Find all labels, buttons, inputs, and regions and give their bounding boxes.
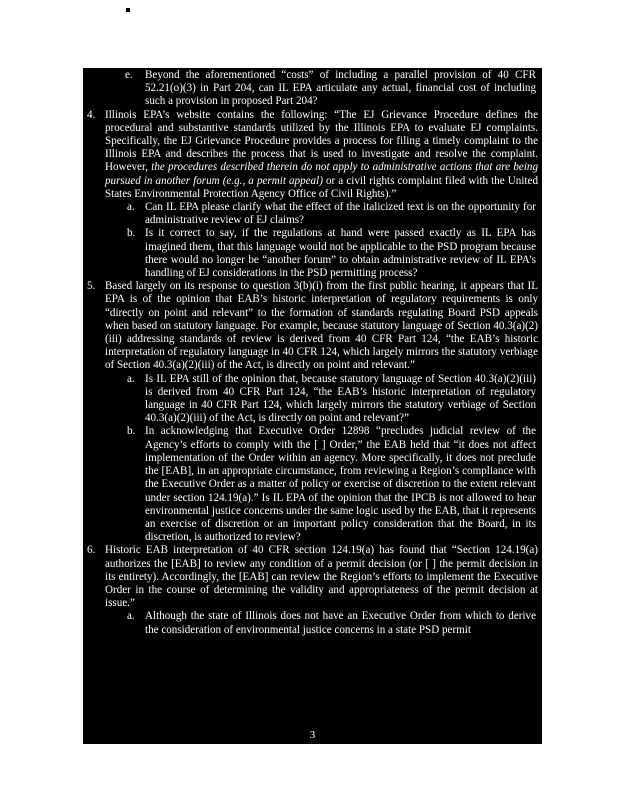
item-marker: b. bbox=[127, 425, 136, 438]
question-5a bbox=[127, 372, 536, 426]
item-text: Beyond the aforementioned “costs” of including a parallel provision of 40 CFR 52.21(o)(3) in Part 204, can IL EPA articulate any actual, financial cost of including such a provision in proposed Part 204? bbox=[145, 69, 536, 108]
question-4 bbox=[87, 108, 539, 201]
document-page bbox=[83, 68, 542, 744]
item-marker: 5. bbox=[87, 280, 96, 293]
italicized-text: the procedures described therein do not apply to administrative actions that are being pursued in another forum (e.g., a permit appeal) bbox=[105, 161, 539, 187]
item-marker: 6. bbox=[87, 544, 96, 557]
item-text: Based largely on its response to question 3(b)(i) from the first public hearing, it appears that IL EPA is of the opinion that EAB’s historic interpretation of regulatory requirements is only “directly on point and relevant” to the formation of standards regulating Board PSD appeals when based on statutory language. For example, because statutory language of Section 40.3(a)(2)(iii) addressing standards of review is derived from 40 CFR Part 124, “the EAB’s historic interpretation of regulatory language in 40 CFR 124, which largely mirrors the statutory verbiage of Section 40.3(a)(2)(iii) of the Act, is directly on point and relevant.” bbox=[105, 280, 538, 372]
question-5 bbox=[87, 280, 538, 372]
question-6a bbox=[127, 610, 536, 636]
item-text: Is it correct to say, if the regulations at hand were passed exactly as IL EPA has imagined them, that this language would not be applicable to the PSD program because there would no longer be “another forum” to obtain administrative review of IL EPA’s handling of EJ considerations in the PSD permitting process? bbox=[145, 227, 536, 280]
item-text: Although the state of Illinois does not have an Executive Order from which to derive the consideration of environmental justice concerns in a state PSD permit bbox=[145, 610, 536, 636]
item-marker: b. bbox=[127, 227, 136, 240]
question-4a bbox=[127, 201, 536, 227]
question-4e bbox=[125, 69, 536, 109]
question-5b bbox=[127, 425, 536, 544]
item-text: Can IL EPA please clarify what the effect of the italicized text is on the opportunity for administrative review of EJ claims? bbox=[145, 201, 536, 227]
item-marker: a. bbox=[127, 610, 135, 623]
scan-artifact-dot bbox=[126, 8, 130, 12]
page-number: 3 bbox=[309, 728, 316, 741]
question-6 bbox=[87, 544, 538, 610]
item-text: Historic EAB interpretation of 40 CFR section 124.19(a) has found that “Section 124.19(a) authorizes the [EAB] to review any condition of a permit decision (or [ ] the permit decision in its entirety). Accordingly, the [EAB] can review the Region’s efforts to implement the Executive Order in the course of determining the validity and appropriateness of the permit decision at issue.” bbox=[105, 544, 538, 610]
question-4b bbox=[127, 227, 536, 280]
item-text-continued: or a civil rights complaint filed with the United States Environmental Protection Agency Office of Civil Rights).” bbox=[105, 174, 538, 200]
document-body bbox=[83, 69, 542, 637]
item-text: Is IL EPA still of the opinion that, because statutory language of Section 40.3(a)(2)(iii) is derived from 40 CFR Part 124, “the EAB’s historic interpretation of regulatory language in 40 CFR Part 124, which largely mirrors the statutory verbiage of Section 40.3(a)(2)(iii) of the Act, is directly on point and relevant?” bbox=[145, 372, 536, 425]
item-marker: a. bbox=[127, 372, 135, 385]
item-marker: a. bbox=[127, 201, 135, 214]
item-text: In acknowledging that Executive Order 12898 “precludes judicial review of the Agency’s efforts to comply with the [ ] Order,” the EAB held that “it does not affect implementation of the Order within an agency. More specifically, it does not preclude the [EAB], in an appropriate circumstance, from reviewing a Region’s compliance with the Executive Order as a matter of policy or exercise of discretion to the extent relevant under section 124.19(a).” Is IL EPA of the opinion that the IPCB is not allowed to hear environmental justice concerns under the same logic used by the EAB, that it represents an exercise of discretion or an important policy consideration that the Board, in its discretion, is authorized to review? bbox=[145, 425, 536, 544]
item-marker: e. bbox=[125, 69, 133, 81]
item-marker: 4. bbox=[87, 108, 96, 121]
item-text: Illinois EPA’s website contains the following: “The EJ Grievance Procedure defines the procedural and substantive standards utilized by the Illinois EPA to evaluate EJ complaints. Specifically, the EJ Grievance Procedure provides a process for filing a timely complaint to the Illinois EPA and describes the process that is used to investigate and resolve the complaint. However, bbox=[105, 108, 538, 174]
